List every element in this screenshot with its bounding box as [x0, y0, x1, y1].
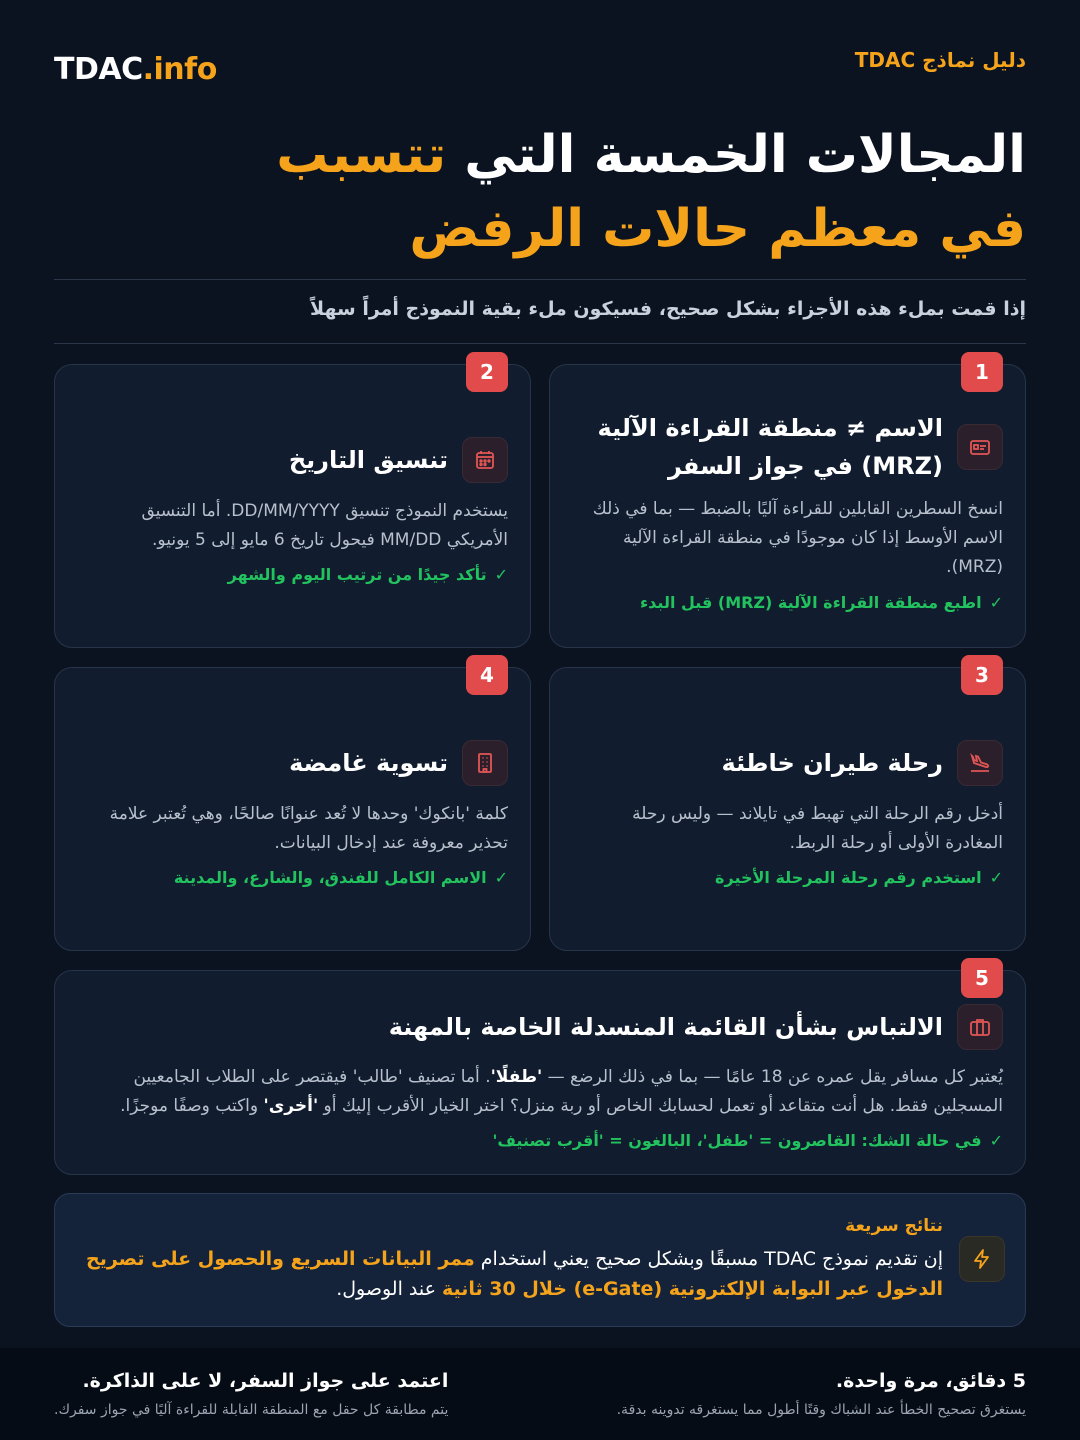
- card-check-text: الاسم الكامل للفندق، والشارع، والمدينة: [173, 868, 487, 887]
- divider-top: [54, 279, 1026, 280]
- card-number-badge: 1: [961, 352, 1003, 392]
- page-title: [54, 118, 1026, 266]
- card-number-badge: 5: [961, 958, 1003, 998]
- card-check-text: تأكد جيدًا من ترتيب اليوم والشهر: [227, 565, 487, 584]
- lightning-icon: [959, 1236, 1005, 1282]
- results-highlight: ممر البيانات السريع والحصول على تصريح الدخول عبر البوابة الإلكترونية (e-Gate) خلال 30 ثانية: [86, 1248, 943, 1300]
- headline-highlight-2: في معظم حالات الرفض: [409, 199, 1026, 259]
- briefcase-icon: [957, 1004, 1003, 1050]
- card-check-text: في حالة الشك: القاصرون = 'طفل'، البالغون = 'أقرب تصنيف': [492, 1131, 982, 1150]
- logo-main: TDAC: [54, 52, 143, 87]
- results-label: نتائج سريعة: [845, 1216, 943, 1236]
- card-body: يستخدم النموذج تنسيق DD/MM/YYYY. أما التنسيق الأمريكي MM/DD فيحول تاريخ 6 مايو إلى 5 يونيو.: [141, 501, 508, 550]
- card-title-line1: الاسم ≠ منطقة القراءة الآلية: [597, 414, 943, 442]
- card-check-text: اطبع منطقة القراءة الآلية (MRZ) قبل البدء: [640, 593, 982, 612]
- card-title: الالتباس بشأن القائمة المنسدلة الخاصة بالمهنة: [388, 1013, 943, 1041]
- card-vague-address: [54, 663, 531, 951]
- footer: [0, 1348, 1080, 1440]
- card-title: [598, 409, 943, 485]
- calendar-icon: [462, 437, 508, 483]
- card-body: انسخ السطرين القابلين للقراءة آليًا بالضبط — بما في ذلك الاسم الأوسط إذا كان موجودًا في منطقة القراءة الآلية (MRZ).: [592, 499, 1003, 577]
- check-icon: ✓: [494, 868, 508, 887]
- card-number-badge: 3: [961, 655, 1003, 695]
- body-bold-other: 'أخرى': [263, 1096, 319, 1116]
- card-check: [77, 1131, 1003, 1150]
- building-icon: [462, 740, 508, 786]
- logo-suffix: .info: [142, 52, 217, 87]
- results-text-b: عند الوصول.: [336, 1278, 442, 1300]
- check-icon: ✓: [989, 1131, 1003, 1150]
- card-title-line2: (MRZ) في جواز السفر: [667, 452, 943, 480]
- headline-part1: المجالات الخمسة التي: [446, 125, 1026, 185]
- body-bold-child: 'طفلًا': [490, 1067, 543, 1087]
- card-mrz: [549, 360, 1026, 648]
- plane-landing-icon: [957, 740, 1003, 786]
- logo[interactable]: [54, 52, 217, 87]
- quick-results-box: [54, 1193, 1026, 1327]
- guide-kicker: دليل نماذج TDAC: [854, 48, 1026, 72]
- footer-left-title: اعتمد على جواز السفر، لا على الذاكرة.: [82, 1370, 449, 1392]
- body-part-d: واكتب وصفًا موجزًا.: [120, 1096, 264, 1116]
- body-part-c: . أما تصنيف 'طالب' فيقتصر على الطلاب الجامعيين المسجلين فقط. هل أنت متقاعد أو تعمل لحسابك الخاص أو ربة منزل؟ اختر الخيار الأقرب إليك أو: [133, 1067, 1003, 1116]
- footer-right-title: 5 دقائق، مرة واحدة.: [835, 1370, 1026, 1392]
- card-title: رحلة طيران خاطئة: [721, 749, 943, 777]
- card-body: كلمة 'بانكوك' وحدها لا تُعد عنوانًا صالحًا، وهي تُعتبر علامة تحذير معروفة عند إدخال البيانات.: [109, 804, 508, 853]
- card-number-badge: 2: [466, 352, 508, 392]
- card-check: [77, 565, 508, 584]
- card-body: [77, 1063, 1003, 1121]
- card-title: تنسيق التاريخ: [288, 446, 448, 474]
- check-icon: ✓: [494, 565, 508, 584]
- headline-highlight-1: تتسبب: [276, 125, 447, 185]
- footer-left-sub: يتم مطابقة كل حقل مع المنطقة القابلة للقراءة آليًا في جواز سفرك.: [54, 1402, 449, 1418]
- card-check-text: استخدم رقم رحلة المرحلة الأخيرة: [715, 868, 982, 887]
- card-occupation: [54, 966, 1026, 1175]
- card-date-format: [54, 360, 531, 648]
- id-card-icon: [957, 424, 1003, 470]
- footer-right: [617, 1370, 1026, 1418]
- card-wrong-flight: [549, 663, 1026, 951]
- body-part-a: يُعتبر كل مسافر يقل عمره عن 18 عامًا — بما في ذلك الرضع —: [542, 1067, 1003, 1087]
- footer-left: [54, 1370, 448, 1418]
- card-check: [77, 868, 508, 887]
- footer-right-sub: يستغرق تصحيح الخطأ عند الشباك وقتًا أطول مما يستغرقه تدوينه بدقة.: [616, 1402, 1026, 1418]
- card-check: [572, 593, 1003, 612]
- card-body: أدخل رقم الرحلة التي تهبط في تايلاند — وليس رحلة المغادرة الأولى أو رحلة الربط.: [632, 804, 1003, 853]
- results-text: [79, 1244, 943, 1304]
- card-number-badge: 4: [466, 655, 508, 695]
- card-title: تسوية غامضة: [289, 749, 448, 777]
- results-text-a: إن تقديم نموذج TDAC مسبقًا وبشكل صحيح يعني استخدام: [474, 1248, 943, 1270]
- check-icon: ✓: [989, 868, 1003, 887]
- subtitle: إذا قمت بملء هذه الأجزاء بشكل صحيح، فسيكون ملء بقية النموذج أمراً سهلاً: [310, 298, 1026, 320]
- check-icon: ✓: [989, 593, 1003, 612]
- card-check: [572, 868, 1003, 887]
- divider-bottom: [54, 343, 1026, 344]
